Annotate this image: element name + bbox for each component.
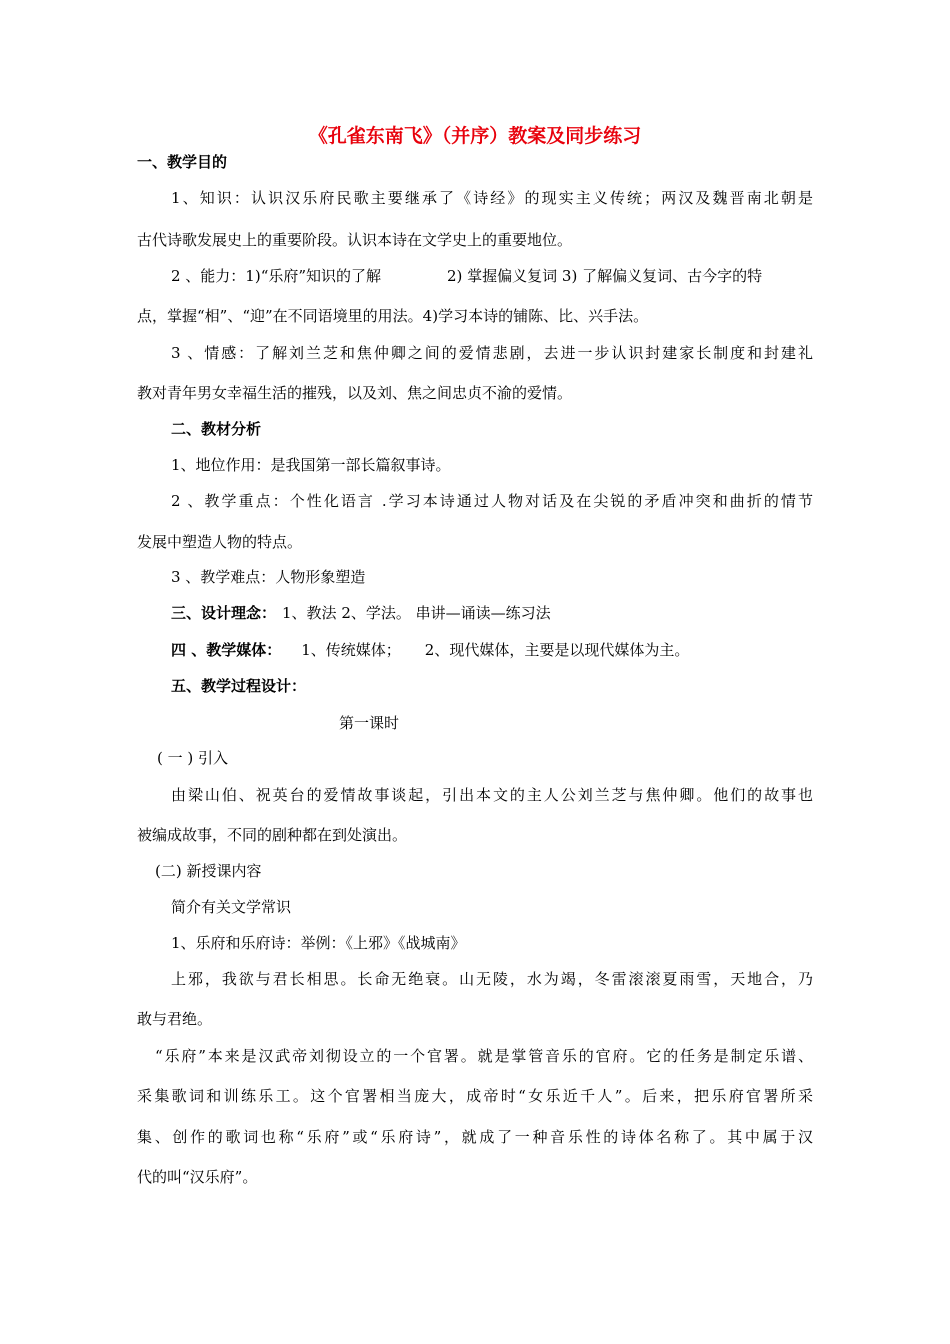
poem-line-1: 上邪，我欲与君长相思。长命无绝衰。山无陵，水为竭，冬雷滚滚夏雨雪，天地合，乃 <box>171 970 813 988</box>
teaching-media-label: 四 、教学媒体： <box>171 641 282 659</box>
design-concept-text: 1、教法 2、学法。 串讲—诵读—练习法 <box>282 604 551 622</box>
intro-heading: ( 一 ) 引入 <box>157 749 229 767</box>
teaching-media-text-b: 2、现代媒体，主要是以现代媒体为主。 <box>424 641 690 659</box>
intro-line-1: 由梁山伯、祝英台的爱情故事谈起，引出本文的主人公刘兰芝与焦仲卿。他们的故事也 <box>171 786 813 804</box>
section-teaching-media <box>171 639 689 661</box>
new-content-heading: (二) 新授课内容 <box>155 862 262 880</box>
objective-emotion-line-2: 教对青年男女幸福生活的摧残，以及刘、焦之间忠贞不渝的爱情。 <box>137 384 573 402</box>
yuefu-description-line-4: 代的叫“汉乐府”。 <box>137 1168 258 1186</box>
common-knowledge-heading: 简介有关文学常识 <box>171 898 292 916</box>
section-heading-objectives: 一、教学目的 <box>137 153 228 171</box>
objective-knowledge-line-1: 1、知识：认识汉乐府民歌主要继承了《诗经》的现实主义传统；两汉及魏晋南北朝是 <box>171 189 813 207</box>
objective-ability-line-1a: 2 、能力：1)“乐府”知识的了解 <box>171 267 382 285</box>
analysis-key-line-1: 2 、教学重点：个性化语言 .学习本诗通过人物对话及在尖锐的矛盾冲突和曲折的情节 <box>171 492 813 510</box>
objective-emotion-line-1: 3 、情感：了解刘兰芝和焦仲卿之间的爱情悲剧，去进一步认识封建家长制度和封建礼 <box>171 344 813 362</box>
section-heading-analysis: 二、教材分析 <box>171 420 262 438</box>
intro-line-2: 被编成故事，不同的剧种都在到处演出。 <box>137 826 408 844</box>
design-concept-label: 三、设计理念： <box>171 604 277 622</box>
yuefu-description-line-3: 集、创作的歌词也称“乐府”或“乐府诗”，就成了一种音乐性的诗体名称了。其中属于汉 <box>137 1128 813 1146</box>
analysis-key-line-2: 发展中塑造人物的特点。 <box>137 533 303 551</box>
yuefu-example: 1、乐府和乐府诗：举例：《上邪》《战城南》 <box>171 934 466 952</box>
objective-ability-line-1b: 2) 掌握偏义复词 3) 了解偏义复词、古今字的特 <box>447 267 763 285</box>
objective-knowledge-line-2: 古代诗歌发展史上的重要阶段。认识本诗在文学史上的重要地位。 <box>137 231 573 249</box>
section-design-concept <box>171 602 551 624</box>
yuefu-description-line-1: “乐府”本来是汉武帝刘彻设立的一个官署。就是掌管音乐的官府。它的任务是制定乐谱、 <box>155 1047 813 1065</box>
document-title: 《孔雀东南飞》（并序）教案及同步练习 <box>308 125 642 147</box>
objective-ability-line-2: 点，掌握“相”、“迎”在不同语境里的用法。4)学习本诗的铺陈、比、兴手法。 <box>137 307 649 325</box>
analysis-position: 1、地位作用：是我国第一部长篇叙事诗。 <box>171 456 451 474</box>
lesson-label: 第一课时 <box>339 714 400 732</box>
poem-line-2: 敢与君绝。 <box>137 1010 213 1028</box>
yuefu-description-line-2: 采集歌词和训练乐工。这个官署相当庞大，成帝时“女乐近千人”。后来，把乐府官署所采 <box>137 1087 813 1105</box>
section-heading-process: 五、教学过程设计： <box>171 677 307 695</box>
analysis-difficulty: 3 、教学难点：人物形象塑造 <box>171 568 366 586</box>
teaching-media-text-a: 1、传统媒体； <box>301 641 401 659</box>
